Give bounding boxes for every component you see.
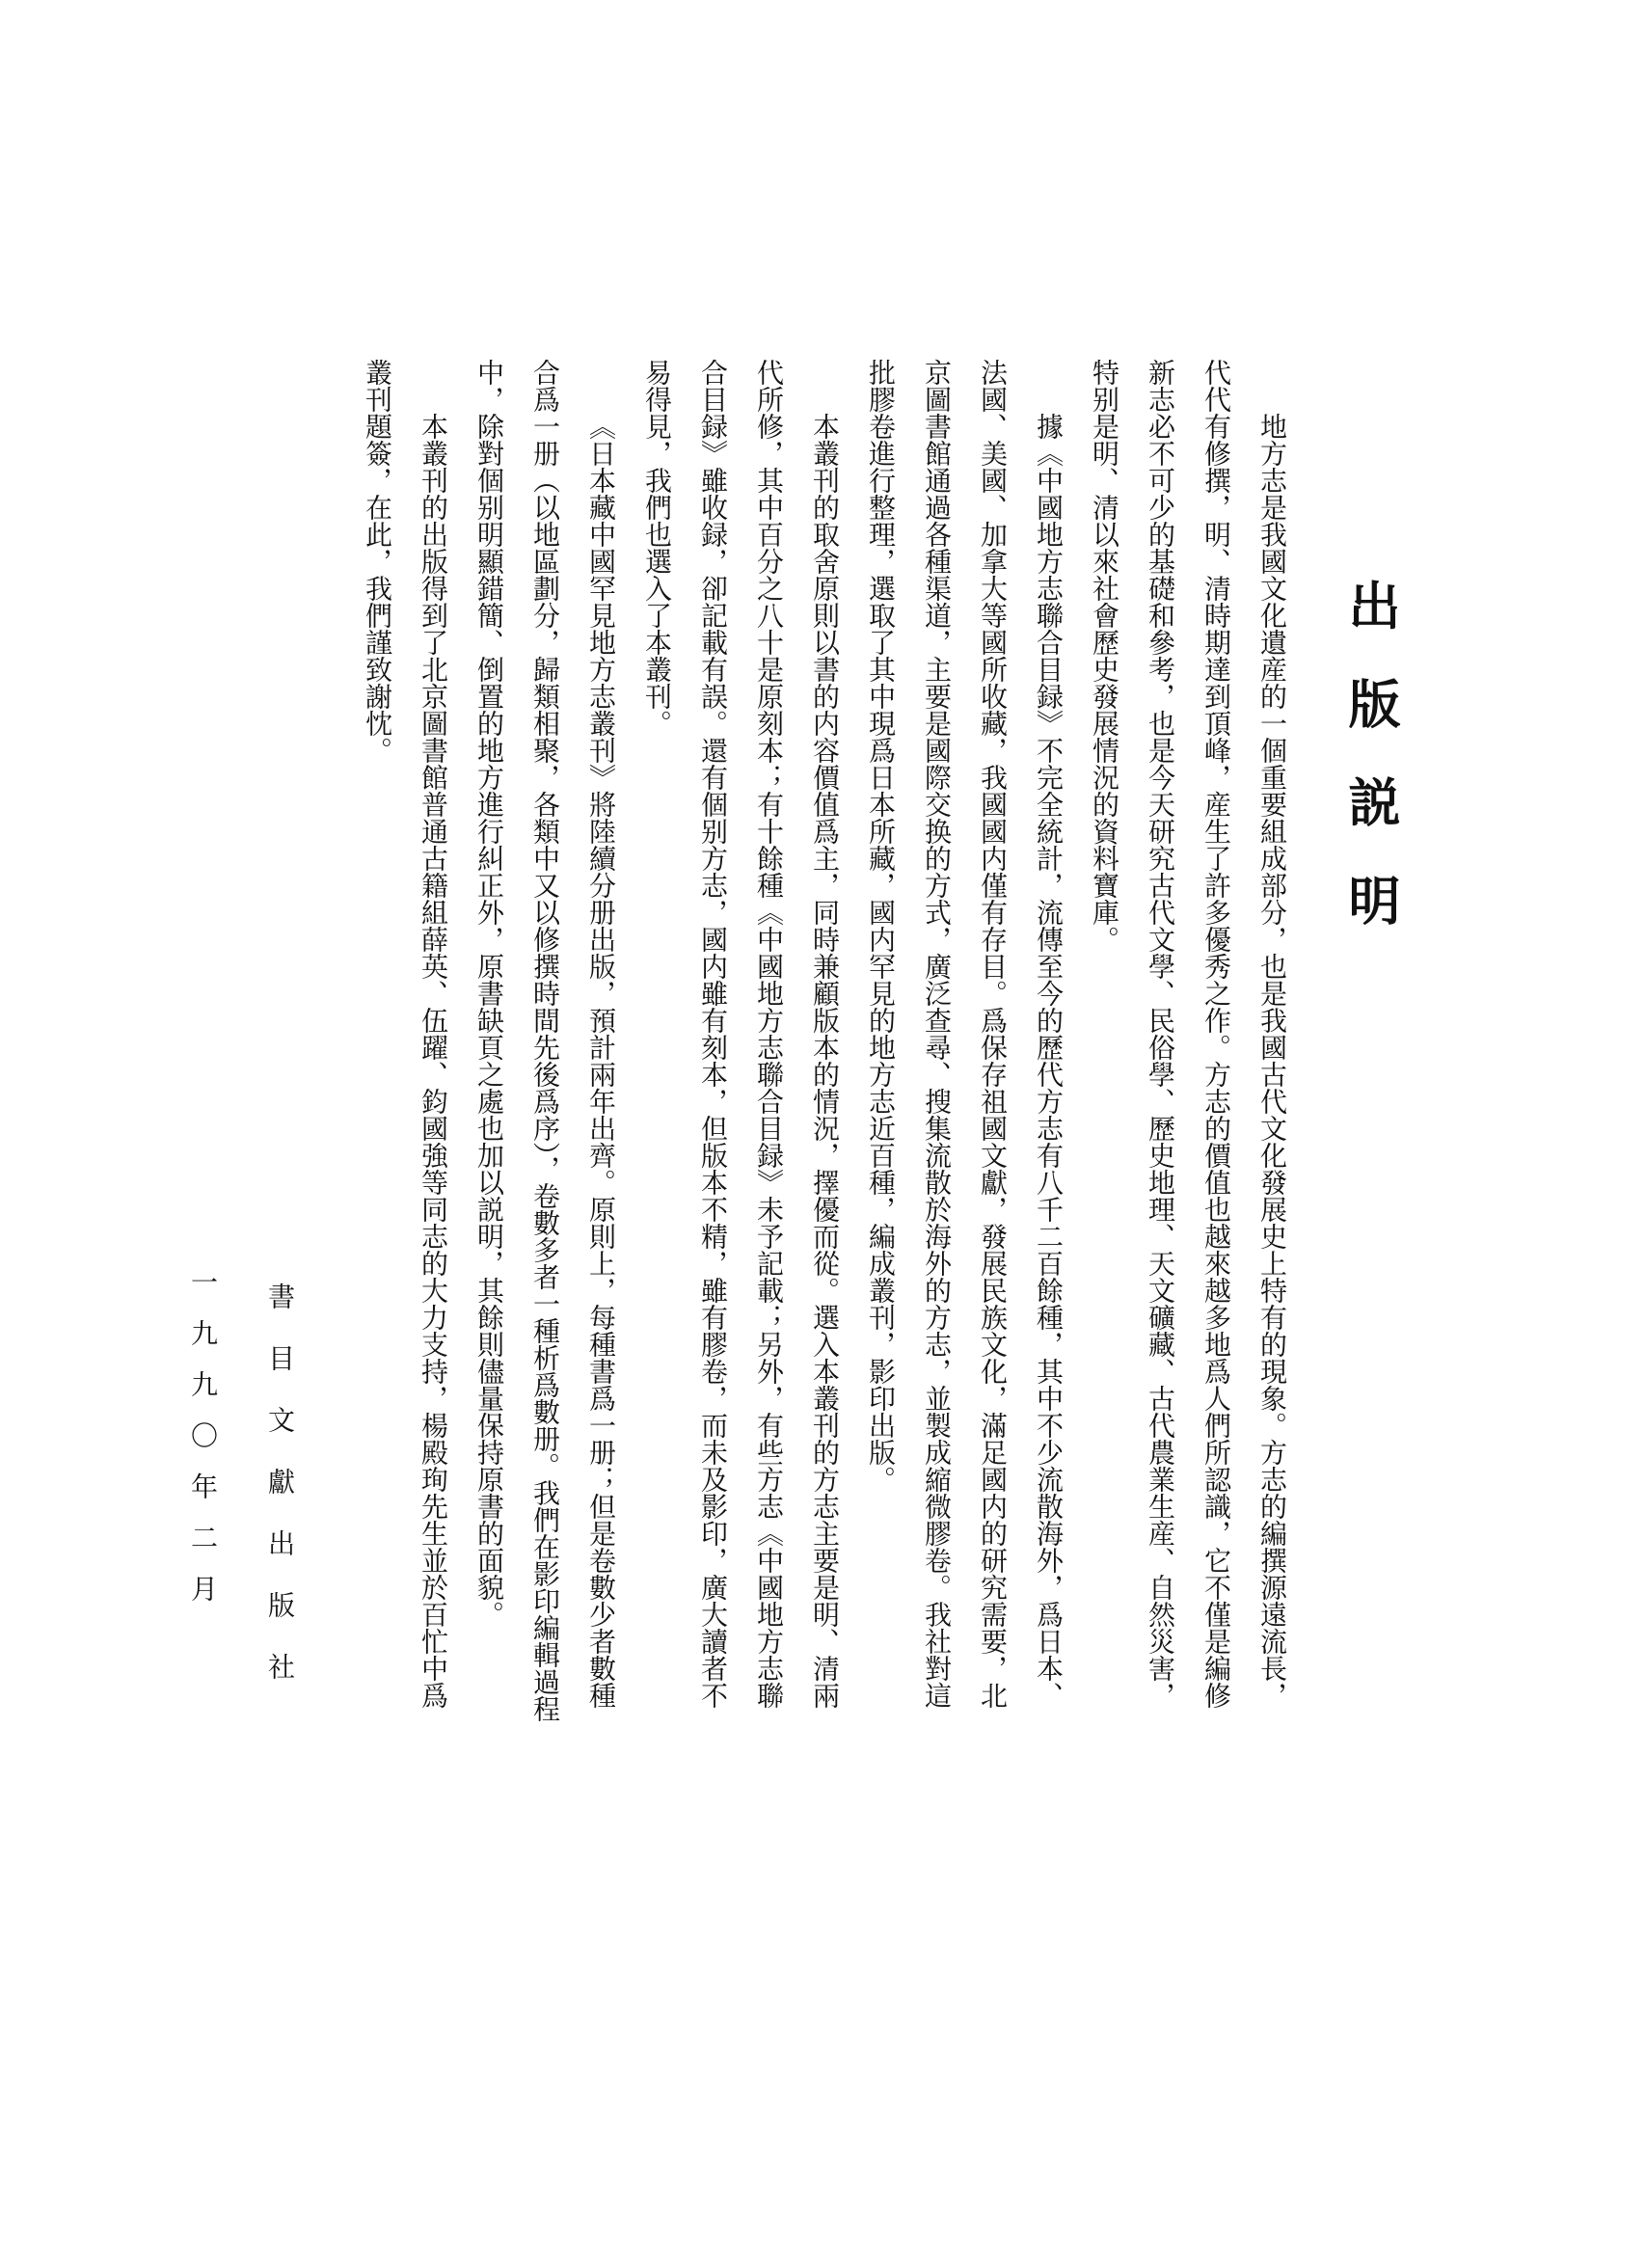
paragraph: 地方志是我國文化遺産的一個重要組成部分，也是我國古代文化發展史上特有的現象。方志的編撰源遠流長，代代有修撰，明、清時期達到頂峰，産生了許多優秀之作。方志的價值也越來越多地爲人們所認識，它不僅是編修新志必不可少的基礎和參考，也是今天研究古代文學、民俗學、歷史地理、天文礦藏、古代農業生産、自然災害，特别是明、清以來社會歷史發展情況的資料寶庫。	[1089, 359, 1288, 1709]
paragraph: 本叢刊的取舍原則以書的内容價值爲主，同時兼顧版本的情況，擇優而從。選入本叢刊的方志主要是明、清兩代所修，其中百分之八十是原刻本；有十餘種《中國地方志聯合目録》未予記載；另外，有些方志《中國地方志聯合目録》雖收録，卻記載有誤。還有個别方志，國内雖有刻本，但版本不精，雖有膠卷，而未及影印，廣大讀者不易得見，我們也選入了本叢刊。	[641, 359, 841, 1709]
page-title: 出版説明	[1340, 579, 1402, 972]
publisher-signature: 書目文獻出版社	[264, 1282, 296, 1714]
paragraph: 據《中國地方志聯合目録》不完全統計，流傳至今的歷代方志有八千二百餘種，其中不少流散海外，爲日本、法國、美國、加拿大等國所收藏，我國國内僅有存目。爲保存祖國文獻，發展民族文化，滿足國内的研究需要，北京圖書館通過各種渠道，主要是國際交换的方式，廣泛查尋、搜集流散於海外的方志，並製成縮微膠卷。我社對這批膠卷進行整理，選取了其中現爲日本所藏，國内罕見的地方志近百種，編成叢刊，影印出版。	[865, 359, 1065, 1709]
document-body	[345, 359, 1300, 1728]
publication-date: 一九九〇年二月	[187, 1268, 219, 1626]
paragraph: 本叢刊的出版得到了北京圖書館普通古籍組薛英、伍躍、鈞國強等同志的大力支持，楊殿珣先生並於百忙中爲叢刊題簽，在此，我們謹致謝忱。	[362, 359, 449, 1709]
paragraph: 《日本藏中國罕見地方志叢刊》將陸續分册出版，預計兩年出齊。原則上，每種書爲一册；但是卷數少者數種合爲一册（以地區劃分，歸類相聚，各類中又以修撰時間先後爲序），卷數多者一種析爲數册。我們在影印編輯過程中，除對個别明顯錯簡、倒置的地方進行糾正外，原書缺頁之處也加以説明，其餘則儘量保持原書的面貌。	[473, 359, 617, 1722]
